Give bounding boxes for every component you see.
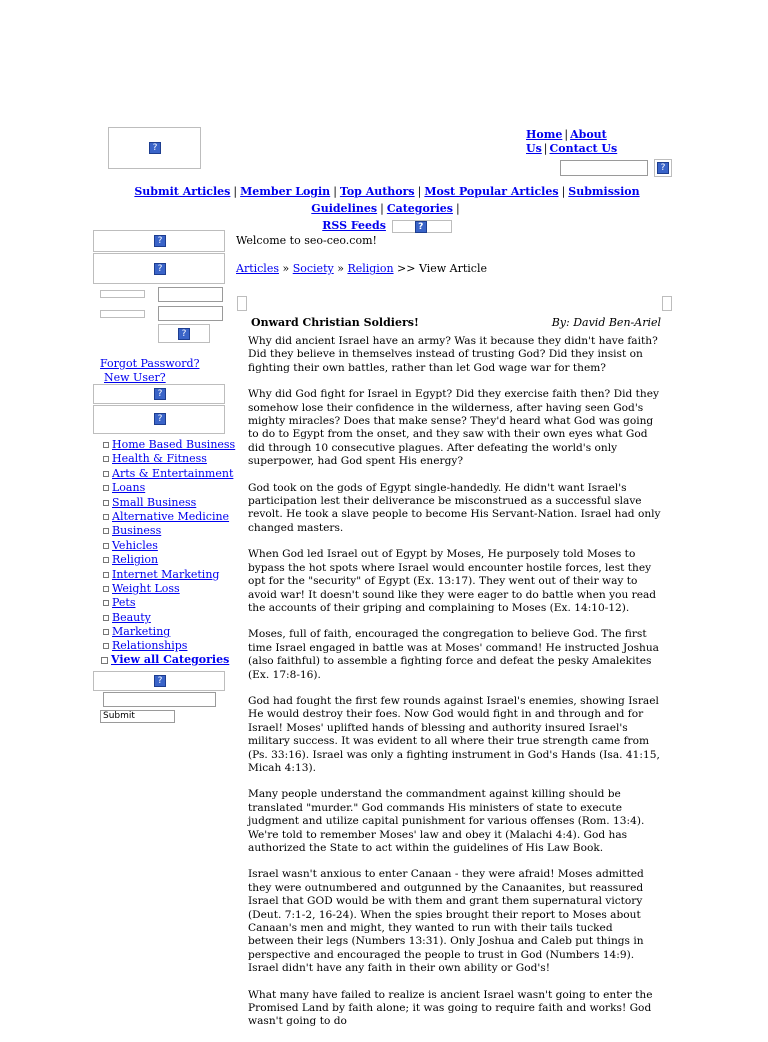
main-nav: Submit Articles | Member Login | Top Authors | Most Popular Articles | Submission Guidelines | Categories | RSS Feeds ? — [134, 185, 640, 232]
article-paragraph: Why did God fight for Israel in Egypt? Did they exercise faith then? Did they somehow lose their confidence in the wilderness, after having seen God's mighty miracles? Does that make sense? They'd heard what God was going to do to Egypt from the onset, and they saw with their own eyes what God did through 10 consecutive plagues. After defeating the world's only superpower, had God spent His energy? — [248, 388, 659, 468]
bullet-icon — [103, 528, 109, 534]
category-item[interactable] — [103, 625, 228, 639]
category-item[interactable] — [103, 582, 228, 596]
bullet-icon — [103, 629, 109, 635]
username-label-box — [100, 290, 145, 298]
broken-image-icon: ? — [154, 388, 166, 400]
bullet-icon — [103, 615, 109, 621]
category-item[interactable] — [103, 596, 228, 610]
broken-image-icon: ? — [657, 162, 669, 174]
left-ad-placeholder — [237, 296, 247, 311]
broken-image-icon: ? — [178, 328, 190, 340]
article-paragraph: Why did ancient Israel have an army? Was it because they didn't have faith? Did they believe in themselves instead of trusting God? Did they insist on fighting their own battles, rather than let God wage war for them? — [248, 335, 658, 374]
bullet-icon — [103, 557, 109, 563]
nav-rss-feeds[interactable]: RSS Feeds — [322, 219, 386, 232]
logo-box[interactable] — [108, 127, 201, 169]
bullet-icon — [103, 442, 109, 448]
breadcrumb-current: >> View Article — [393, 262, 487, 275]
category-item[interactable] — [103, 466, 234, 481]
new-user-link[interactable]: New User? — [104, 371, 166, 384]
header-search-input[interactable] — [560, 160, 648, 176]
view-all-categories-link[interactable]: View all Categories — [111, 653, 230, 666]
bullet-icon — [103, 586, 109, 592]
bullet-icon — [101, 657, 108, 664]
newsletter-submit-button[interactable] — [100, 710, 175, 723]
category-link[interactable]: Internet Marketing — [112, 567, 220, 581]
article-paragraph: Many people understand the commandment against killing should be translated "murder." God commands His ministers of state to execute judgment and utilize capital punishment for various offenses (Rom. 13:4). We're told to remember Moses' law and obey it (Malachi 4:4). God has authorized the State to act within the guidelines of His Law Book. — [248, 788, 645, 854]
username-input[interactable] — [158, 287, 223, 302]
article-title: Onward Christian Soldiers! — [251, 316, 419, 329]
contact-link[interactable]: Contact Us — [549, 142, 618, 155]
newsletter-header — [93, 671, 225, 691]
rss-banner[interactable] — [392, 220, 452, 233]
category-link[interactable]: Marketing — [112, 625, 171, 639]
right-ad-placeholder — [662, 296, 672, 311]
category-link[interactable]: Alternative Medicine — [112, 509, 230, 523]
broken-image-icon: ? — [415, 221, 427, 233]
breadcrumb-society[interactable]: Society — [292, 262, 334, 275]
category-link[interactable]: Health & Fitness — [112, 452, 207, 466]
bullet-icon — [103, 600, 109, 606]
nav-submission-guidelines[interactable]: Submission Guidelines — [311, 185, 640, 215]
broken-image-icon: ? — [154, 263, 166, 275]
nav-submit-articles[interactable]: Submit Articles — [134, 185, 231, 198]
breadcrumb-religion[interactable]: Religion — [347, 262, 394, 275]
welcome-text: Welcome to seo-ceo.com! — [236, 234, 377, 247]
sidebar-box-1 — [93, 230, 225, 252]
newsletter-email-input[interactable] — [103, 692, 216, 707]
broken-image-icon: ? — [154, 413, 166, 425]
breadcrumb — [236, 262, 487, 275]
article-paragraph: When God led Israel out of Egypt by Moses, He purposely told Moses to bypass the hot spots where Israel would encounter hostile forces, lest they opt for the "security" of Egypt (Ex. 13:17). They went out of their way to avoid war! It doesn't sound like they were eager to do battle when you read the accounts of their griping and complaining to Moses (Ex. 14:10-12). — [248, 548, 657, 614]
category-item[interactable] — [103, 553, 228, 567]
article-paragraph: What many have failed to realize is ancient Israel wasn't going to enter the Promised Land by faith alone; it was going to require faith and works! God wasn't going to do — [248, 988, 653, 1028]
home-link[interactable]: Home — [526, 128, 563, 141]
bullet-icon — [103, 471, 109, 477]
category-item[interactable] — [103, 438, 236, 452]
forgot-password-link[interactable]: Forgot Password? — [100, 357, 200, 370]
category-list — [103, 438, 236, 654]
article-paragraph: God took on the gods of Egypt single-handedly. He didn't want Israel's participation lest their deliverance be misconstrued as a successful slave revolt. He took a slave people to become His Servant-Nation. Israel had only changed masters. — [248, 481, 661, 534]
article-paragraph: God had fought the first few rounds against Israel's enemies, showing Israel He would destroy their foes. Now God would fight in and through and for Israel! Moses' uplifted hands of blessing and authority insured Israel's military success. It was evident to all where their true strength came from (Ps. 33:16). Israel was only a fighting instrument in God's Hands (Isa. 41:15, Micah 4:13). — [248, 694, 660, 774]
bullet-icon — [103, 514, 109, 520]
category-item[interactable] — [103, 539, 228, 553]
article-body — [248, 335, 661, 1042]
bullet-icon — [103, 500, 109, 506]
sidebar-box-3 — [93, 384, 225, 404]
breadcrumb-articles[interactable]: Articles — [236, 262, 279, 275]
header-links: Home | About Us | Contact Us — [526, 128, 618, 155]
category-link[interactable]: Small Business — [112, 495, 197, 509]
category-link[interactable]: Beauty — [112, 610, 151, 624]
category-link[interactable]: Religion — [112, 553, 159, 567]
password-input[interactable] — [158, 306, 223, 321]
category-link[interactable]: Home Based Business — [112, 438, 236, 451]
category-item[interactable] — [103, 481, 228, 495]
login-links — [100, 357, 226, 385]
category-link[interactable]: Arts & Entertainment — [112, 466, 234, 480]
breadcrumb-sep: » — [278, 262, 293, 275]
about-link[interactable]: About Us — [526, 128, 607, 155]
category-link[interactable]: Loans — [112, 481, 146, 495]
bullet-icon — [103, 456, 109, 462]
category-link[interactable]: Weight Loss — [112, 581, 180, 595]
article-paragraph: Moses, full of faith, encouraged the congregation to believe God. The first time Israel engaged in battle was at Moses' command! He instructed Joshua (also faithful) to assemble a fighting force and defeat the pesky Amalekites (Ex. 17:8-16). — [248, 628, 659, 681]
password-label-box — [100, 310, 145, 318]
bullet-icon — [103, 572, 109, 578]
category-link[interactable]: Pets — [112, 596, 136, 610]
category-item[interactable] — [103, 496, 228, 510]
category-item[interactable] — [103, 510, 228, 524]
category-item[interactable] — [103, 524, 228, 538]
header-search-button[interactable] — [654, 159, 672, 177]
categories-header — [93, 405, 225, 434]
category-item[interactable] — [103, 568, 228, 582]
broken-image-icon: ? — [154, 675, 166, 687]
category-item[interactable] — [103, 452, 228, 466]
bullet-icon — [103, 543, 109, 549]
nav-member-login[interactable]: Member Login — [240, 185, 331, 198]
nav-top-authors[interactable]: Top Authors — [339, 185, 415, 198]
broken-image-icon: ? — [149, 142, 161, 154]
category-link[interactable]: Business — [112, 524, 162, 538]
article-byline: By: David Ben-Ariel — [551, 316, 661, 329]
nav-categories[interactable]: Categories — [386, 202, 453, 215]
bullet-icon — [103, 485, 109, 491]
article-paragraph: Israel wasn't anxious to enter Canaan - they were afraid! Moses admitted they were outnumbered and outgunned by the Canaanites, but reassured Israel that GOD would be with them and grant them supernatural victory (Deut. 7:1-2, 16-24). When the spies brought their report to Moses about Canaan's men and might, they wanted to run with their tails tucked between their legs (Numbers 13:31). Only Joshua and Caleb put things in perspective and encouraged the people to trust in God (Numbers 14:9). Israel didn't have any faith in their own ability or God's! — [248, 868, 644, 975]
category-item[interactable] — [103, 611, 228, 625]
nav-most-popular[interactable]: Most Popular Articles — [424, 185, 559, 198]
sidebar-login-header — [93, 253, 225, 284]
login-button[interactable] — [158, 324, 210, 343]
category-link[interactable]: Vehicles — [112, 538, 158, 552]
breadcrumb-sep: » — [333, 262, 348, 275]
broken-image-icon: ? — [154, 235, 166, 247]
submit-label: Submit — [103, 711, 135, 721]
category-link[interactable]: Relationships — [112, 639, 188, 653]
category-item[interactable] — [103, 639, 228, 653]
view-all-categories — [101, 653, 229, 666]
bullet-icon — [103, 643, 109, 649]
